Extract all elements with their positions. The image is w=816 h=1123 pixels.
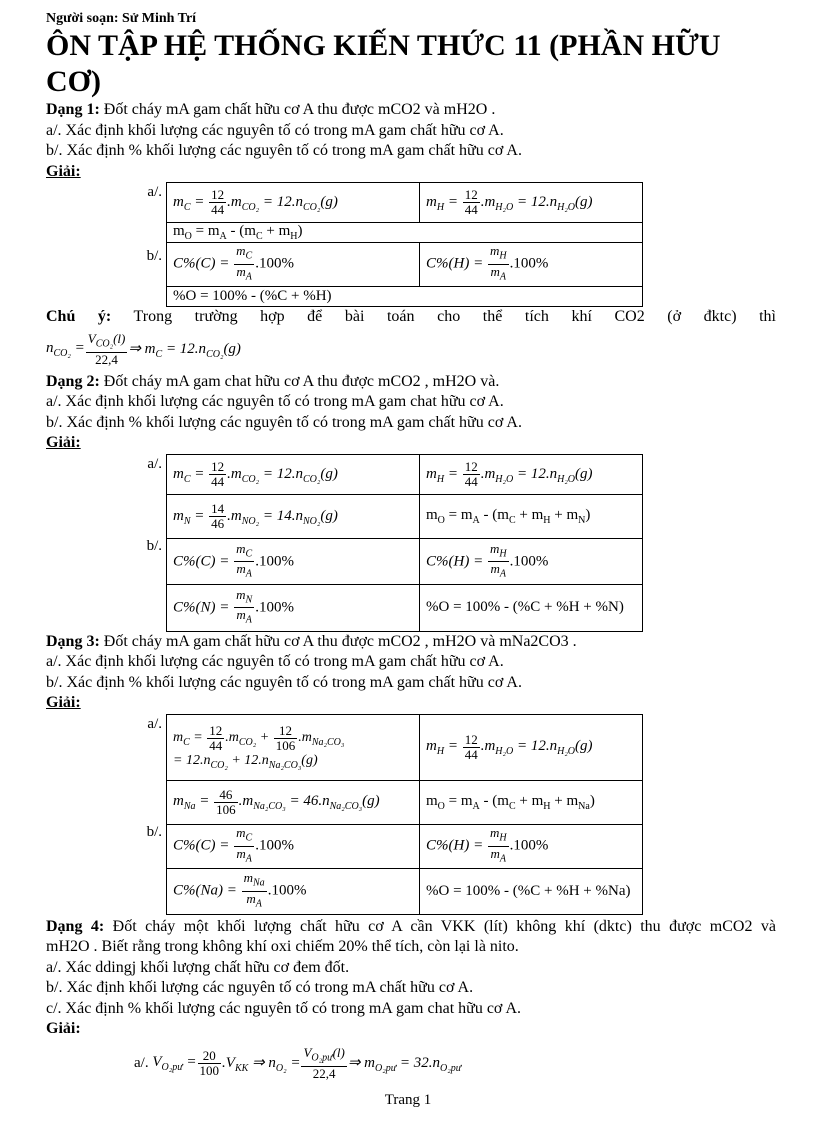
- d1-mC-cell: $m_C$ = $\frac{12}{44}$ $.m_{CO_2} = 12.n_{CO_2}(g)$: [167, 183, 420, 223]
- note-line: [46, 307, 776, 328]
- d2-label: Dạng 2:: [46, 372, 100, 390]
- d3-label-b: b/.: [146, 823, 162, 840]
- d2-label-a: a/.: [147, 455, 162, 472]
- d1-labels: [46, 182, 166, 304]
- d1-question-b: b/. Xác định % khối lượng các nguyên tố có trong mA gam chất hữu cơ A.: [46, 142, 522, 159]
- d1-question-a: a/. Xác định khối lượng các nguyên tố có trong mA gam chất hữu cơ A.: [46, 121, 504, 139]
- d2-question-a: a/. Xác định khối lượng các nguyên tố có trong mA gam chat hữu cơ A.: [46, 393, 504, 410]
- d3-label: Dạng 3:: [46, 632, 100, 650]
- d2-mH-cell: $m_H$ = $\frac{12}{44}$ $.m_{H_2O} = 12.n_{H_2O}(g)$: [420, 454, 643, 494]
- d3-pO-cell: %O = 100% - (%C + %H + %Na): [420, 868, 643, 914]
- d2-mC-cell: $m_C$ = $\frac{12}{44}$ $.m_{CO_2} = 12.n_{CO_2}(g)$: [167, 454, 420, 494]
- d1-mH-cell: $m_H$ = $\frac{12}{44}$ $.m_{H_2O} = 12.n_{H_2O}(g)$: [420, 183, 643, 223]
- d3-giai: Giải:: [46, 694, 81, 711]
- d2-label-b: b/.: [146, 537, 162, 554]
- d4-formula: a/. $V_{O_2pư}$ = $\frac{20}{100}$ $.V_{KK}$ ⇒ $n_{O_2}$ = $\frac{V_{O_2pư}(l)}{22,4}$ ⇒ $m_{O_2pư} = 32.n_{O_2pư}$: [134, 1045, 462, 1081]
- d1-pO-cell: %O = 100% - (%C + %H): [167, 287, 643, 307]
- d1-label-b: b/.: [146, 248, 162, 264]
- d1-solution: [46, 182, 776, 307]
- d3-table: [166, 714, 643, 915]
- d3-text: Đốt cháy mA gam chất hữu cơ A thu được mCO2 , mH2O và mNa2CO3 .: [99, 632, 577, 650]
- d4-heading: [46, 917, 776, 938]
- author-line: Người soạn: Sử Minh Trí: [46, 11, 197, 26]
- note-label: Chú ý:: [46, 308, 112, 325]
- d4-text1: Đốt cháy một khối lượng chất hữu cơ A cần VKK (lít) không khí (dktc) thu được mCO2 và: [104, 917, 776, 935]
- d3-mNa-cell: $m_{Na}$ = $\frac{46}{106}$ $.m_{Na_2CO_3} = 46.n_{Na_2CO_3}(g)$: [167, 780, 420, 824]
- d3-question-b: b/. Xác định % khối lượng các nguyên tố có trong mA gam chất hữu cơ A.: [46, 673, 522, 691]
- d1-heading: [46, 100, 776, 121]
- d4-giai: Giải:: [46, 1020, 81, 1037]
- d2-mN-cell: $m_N$ = $\frac{14}{46}$ $.m_{NO_2} = 14.n_{NO_2}(g)$: [167, 494, 420, 538]
- d3-mO-cell: $m_O = m_A - (m_C + m_H + m_{Na})$: [420, 780, 643, 824]
- d4-question-a: a/. Xác ddingj khối lượng chất hữu cơ đem đốt.: [46, 958, 350, 976]
- d2-pN-cell: C%(N) = $\frac{m_N}{m_A}$ .100%: [167, 585, 420, 631]
- d2-question-b: b/. Xác định % khối lượng các nguyên tố có trong mA gam chất hữu cơ A.: [46, 413, 522, 431]
- d2-heading: [46, 372, 776, 393]
- document-page: [46, 10, 776, 1088]
- d1-giai: Giải:: [46, 162, 81, 180]
- d2-solution: [46, 454, 776, 632]
- d4-question-c: c/. Xác định % khối lượng các nguyên tố có trong mA gam chat hữu cơ A.: [46, 999, 522, 1017]
- d1-pH-cell: C%(H) = $\frac{m_H}{m_A}$ .100%: [420, 243, 643, 287]
- d3-label-a: a/.: [147, 715, 162, 732]
- d3-pC-cell: C%(C) = $\frac{m_C}{m_A}$ .100%: [167, 824, 420, 868]
- d2-labels: [46, 454, 166, 632]
- d2-pH-cell: C%(H) = $\frac{m_H}{m_A}$ .100%: [420, 538, 643, 584]
- page-footer: Trang 1: [384, 1092, 432, 1108]
- d2-pC-cell: C%(C) = $\frac{m_C}{m_A}$ .100%: [167, 538, 420, 584]
- d1-text: Đốt cháy mA gam chất hữu cơ A thu được mCO2 và mH2O .: [99, 101, 496, 118]
- d1-pC-cell: C%(C) = $\frac{m_C}{m_A}$ .100%: [167, 243, 420, 287]
- d2-giai: Giải:: [46, 434, 81, 451]
- page-title: ÔN TẬP HỆ THỐNG KIẾN THỨC 11 (PHẦN HỮU CƠ): [46, 29, 721, 98]
- d4-label: Dạng 4:: [46, 917, 105, 935]
- d2-mO-cell: $m_O = m_A - (m_C + m_H + m_N)$: [420, 494, 643, 538]
- d2-pO-cell: %O = 100% - (%C + %H + %N): [420, 585, 643, 631]
- note-formula: $n_{CO_2}$ = $\frac{V_{CO_2}(l)}{22,4}$ ⇒ $m_C = 12.n_{CO_2}(g)$: [46, 331, 241, 367]
- d3-solution: [46, 714, 776, 915]
- d3-labels: [46, 714, 166, 914]
- d3-mC-cell: $m_C$ = $\frac{12}{44}$ $.m_{CO_2}$ + $\frac{12}{106}$ $.m_{Na_2CO_3}$ = $12.n_{CO_2} + 12.n_{Na_2CO_3}(g)$: [167, 714, 420, 780]
- note-text: Trong trường hợp để bài toán cho thể tích khí CO2 (ở đktc) thì: [111, 308, 776, 325]
- d4-question-b: b/. Xác định khối lượng các nguyên tố có trong mA chất hữu cơ A.: [46, 979, 474, 996]
- d3-mH-cell: $m_H$ = $\frac{12}{44}$ $.m_{H_2O} = 12.n_{H_2O}(g)$: [420, 714, 643, 780]
- d1-label-a: a/.: [147, 184, 162, 200]
- d2-table: [166, 454, 643, 632]
- d1-label: Dạng 1:: [46, 101, 100, 118]
- d3-pNa-cell: C%(Na) = $\frac{m_{Na}}{m_A}$ .100%: [167, 868, 420, 914]
- d4-text2: mH2O . Biết rằng trong không khí oxi chiếm 20% thể tích, còn lại là nito.: [46, 938, 519, 955]
- d1-mO-cell: $m_O = m_A - (m_C + m_H)$: [167, 223, 643, 243]
- d3-question-a: a/. Xác định khối lượng các nguyên tố có trong mA gam chất hữu cơ A.: [46, 653, 504, 670]
- d1-table: [166, 182, 643, 307]
- d3-pH-cell: C%(H) = $\frac{m_H}{m_A}$ .100%: [420, 824, 643, 868]
- d2-text: Đốt cháy mA gam chat hữu cơ A thu được mCO2 , mH2O và.: [99, 372, 500, 390]
- d3-heading: [46, 632, 776, 653]
